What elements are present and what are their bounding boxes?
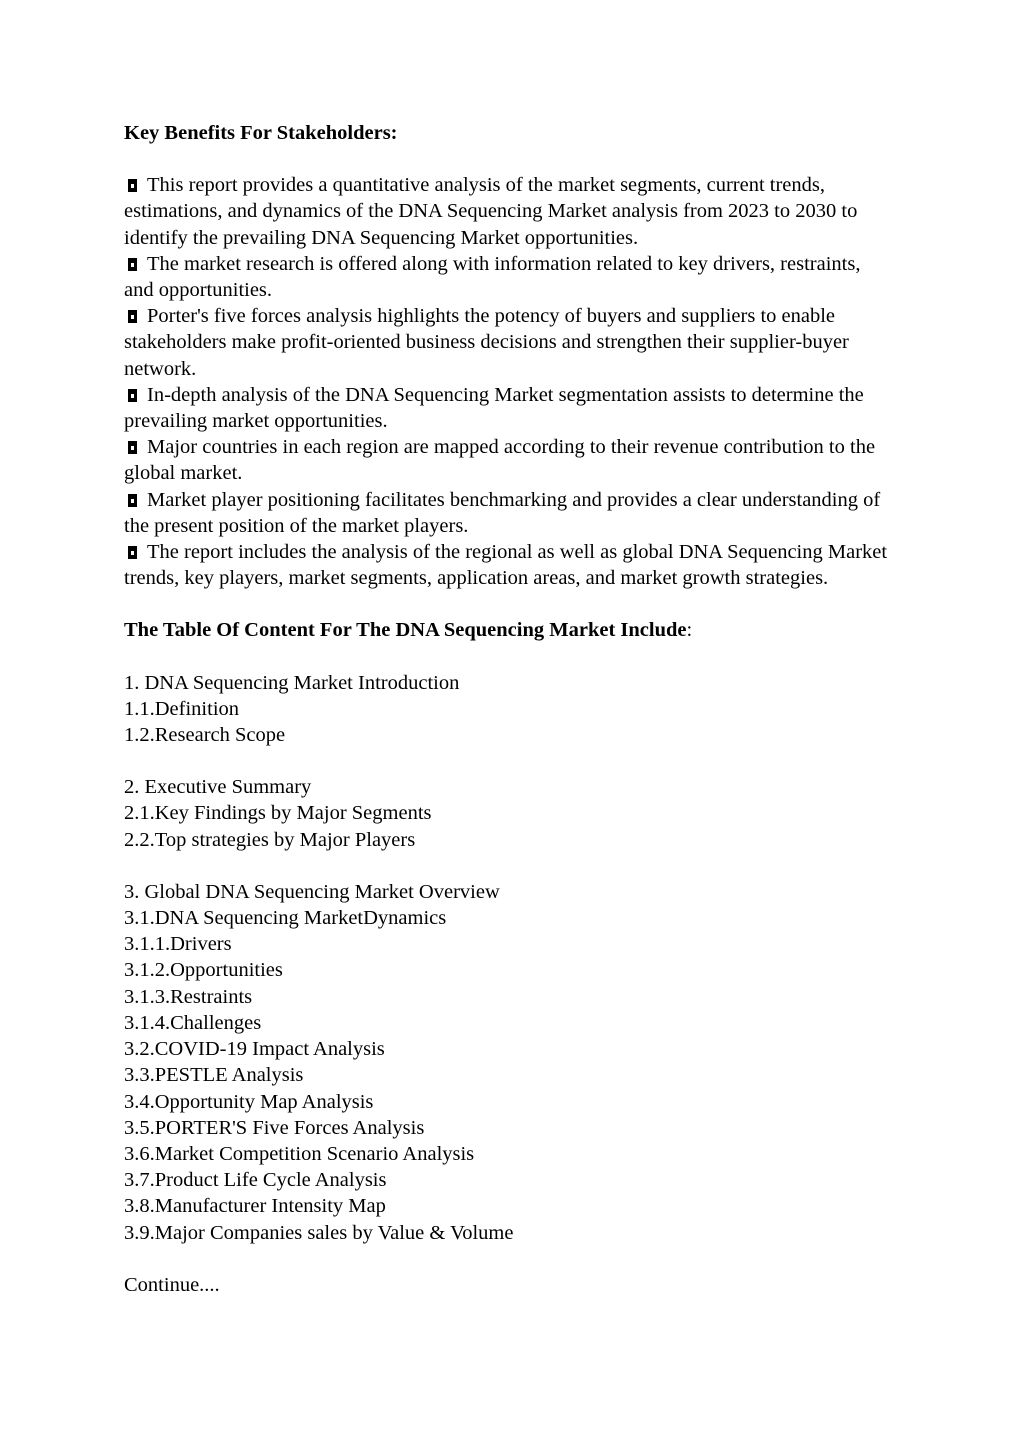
benefit-item (124, 487, 894, 539)
toc-heading-text: The Table Of Content For The DNA Sequencing Market Include (124, 619, 687, 642)
toc-entry: 3. Global DNA Sequencing Market Overview (124, 880, 500, 903)
toc-entry: 3.5.PORTER'S Five Forces Analysis (124, 1116, 425, 1139)
toc-entry: 2. Executive Summary (124, 776, 312, 799)
benefit-item (124, 434, 894, 486)
toc-entry: 1. DNA Sequencing Market Introduction (124, 671, 460, 694)
bullet-icon (128, 258, 137, 271)
benefits-list (124, 172, 894, 591)
benefit-text: The market research is offered along with information related to key drivers, restraints, and opportunities. (124, 252, 861, 302)
benefit-item (124, 251, 894, 303)
benefit-item (124, 303, 894, 382)
benefit-text: The report includes the analysis of the regional as well as global DNA Sequencing Market trends, key players, market segments, application areas, and market growth strategies. (124, 541, 888, 590)
toc-entry: 2.1.Key Findings by Major Segments (124, 802, 432, 825)
toc-entry: 3.2.COVID-19 Impact Analysis (124, 1038, 385, 1061)
toc-heading-colon: : (686, 619, 693, 642)
bullet-icon (128, 310, 137, 323)
toc-entry: 1.1.Definition (124, 697, 240, 720)
toc-entry: 3.6.Market Competition Scenario Analysis (124, 1142, 475, 1165)
toc-section-1 (124, 670, 894, 749)
spacer (124, 1246, 894, 1272)
benefit-text: In-depth analysis of the DNA Sequencing Market segmentation assists to determine the prevailing market opportunities. (124, 383, 864, 433)
toc-entry: 3.3.PESTLE Analysis (124, 1064, 304, 1087)
toc-entry: 3.9.Major Companies sales by Value & Volume (124, 1221, 514, 1244)
continue-text: Continue.... (124, 1273, 220, 1296)
spacer (124, 591, 894, 617)
toc-entry: 3.7.Product Life Cycle Analysis (124, 1169, 387, 1192)
bullet-icon (128, 546, 137, 559)
toc-entry: 3.1.2.Opportunities (124, 959, 283, 982)
benefit-item (124, 382, 894, 434)
spacer (124, 748, 894, 774)
toc-entry: 3.8.Manufacturer Intensity Map (124, 1195, 386, 1218)
bullet-icon (128, 494, 137, 507)
spacer (124, 146, 894, 172)
spacer (124, 644, 894, 670)
toc-entry: 3.1.DNA Sequencing MarketDynamics (124, 907, 447, 930)
document-page (124, 120, 894, 1298)
toc-heading (124, 617, 894, 643)
toc-entry: 2.2.Top strategies by Major Players (124, 828, 416, 851)
benefit-text: Major countries in each region are mapped according to their revenue contribution to the global market. (124, 436, 876, 485)
benefit-text: Market player positioning facilitates benchmarking and provides a clear understanding of the present position of the market players. (124, 488, 881, 537)
benefits-heading: Key Benefits For Stakeholders: (124, 122, 398, 144)
bullet-icon (128, 441, 137, 454)
toc-entry: 3.1.1.Drivers (124, 933, 232, 956)
toc-entry: 3.4.Opportunity Map Analysis (124, 1090, 374, 1113)
toc-entry: 3.1.4.Challenges (124, 1011, 262, 1034)
toc-entry: 3.1.3.Restraints (124, 985, 253, 1008)
toc-entry: 1.2.Research Scope (124, 724, 286, 747)
benefit-text: This report provides a quantitative analysis of the market segments, current trends, estimations, and dynamics of the DNA Sequencing Market analysis from 2023 to 2030 to identify the prevailing DNA Sequencing Market opportunities. (124, 174, 858, 249)
benefit-text: Porter's five forces analysis highlights the potency of buyers and suppliers to enable stakeholders make profit-oriented business decisions and strengthen their supplier-buyer network. (124, 305, 849, 380)
benefit-item (124, 172, 894, 251)
benefit-item (124, 539, 894, 591)
bullet-icon (128, 389, 137, 402)
toc-section-3 (124, 879, 894, 1246)
toc-section-2 (124, 774, 894, 853)
spacer (124, 853, 894, 879)
bullet-icon (128, 179, 137, 192)
